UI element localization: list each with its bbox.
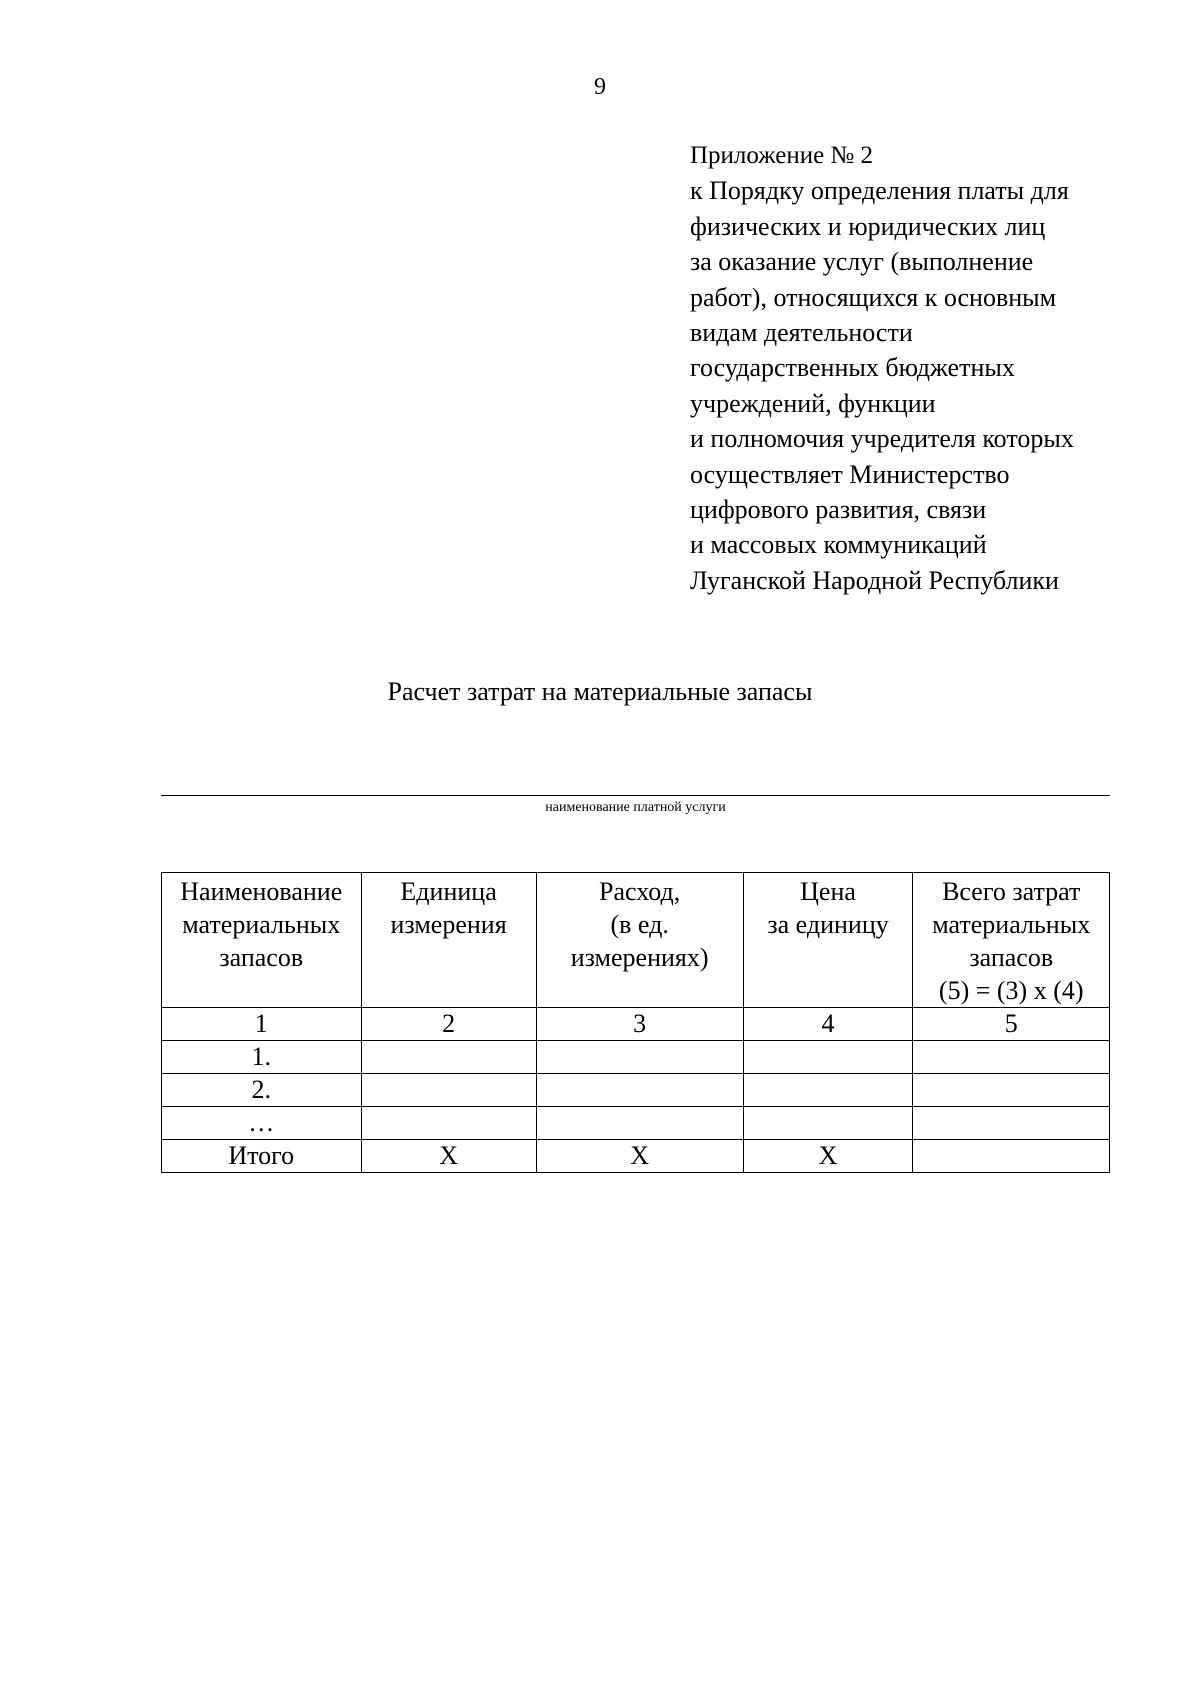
table-cell — [913, 1041, 1110, 1074]
table-cell — [536, 1074, 743, 1107]
table-row — [162, 1107, 1110, 1140]
appendix-line: цифрового развития, связи — [690, 495, 987, 525]
header-line: запасов — [219, 943, 304, 972]
appendix-line: и массовых коммуникаций — [690, 530, 987, 560]
appendix-line: и полномочия учредителя которых — [690, 424, 1074, 454]
table-cell — [361, 1107, 536, 1140]
table-header-row — [162, 873, 1110, 1008]
header-line: Расход, — [599, 877, 681, 906]
header-line: запасов — [969, 943, 1054, 972]
header-line: измерения — [390, 910, 507, 939]
table-cell — [361, 1074, 536, 1107]
header-cell-material-name — [162, 873, 362, 1008]
table-cell: Х — [361, 1140, 536, 1173]
appendix-line: к Порядку определения платы для — [690, 176, 1069, 206]
table-cell: Итого — [162, 1140, 362, 1173]
appendix-block — [690, 138, 1160, 598]
table-cell: … — [162, 1107, 362, 1140]
header-line: Цена — [800, 877, 856, 906]
table-cell: 1. — [162, 1041, 362, 1074]
table-cell: Х — [743, 1140, 913, 1173]
header-line: (5) = (3) x (4) — [938, 976, 1084, 1005]
service-name-caption: наименование платной услуги — [545, 800, 726, 815]
header-cell-consumption — [536, 873, 743, 1008]
table-row-total — [162, 1140, 1110, 1173]
table-cell — [536, 1107, 743, 1140]
table-cell — [913, 1107, 1110, 1140]
header-line: Наименование — [180, 877, 343, 906]
header-line: (в ед. — [610, 910, 669, 939]
table-cell — [743, 1041, 913, 1074]
appendix-line: работ), относящихся к основным — [690, 282, 1057, 312]
header-cell-unit — [361, 873, 536, 1008]
table-cell — [743, 1107, 913, 1140]
document-title: Расчет затрат на материальные запасы — [387, 677, 813, 706]
table-cell: 3 — [536, 1008, 743, 1041]
table-row — [162, 1074, 1110, 1107]
header-line: материальных — [932, 910, 1091, 939]
table-cell — [536, 1041, 743, 1074]
appendix-title: Приложение № 2 — [690, 142, 874, 169]
header-cell-total-cost — [913, 873, 1110, 1008]
header-line: измерениях) — [570, 943, 709, 972]
table-cell: 5 — [913, 1008, 1110, 1041]
table-cell: 2. — [162, 1074, 362, 1107]
appendix-line: физических и юридических лиц — [690, 211, 1046, 241]
header-cell-unit-price — [743, 873, 913, 1008]
header-line: Всего затрат — [942, 877, 1081, 906]
header-line: Единица — [400, 877, 497, 906]
appendix-line: государственных бюджетных — [690, 353, 1015, 383]
table-row — [162, 1041, 1110, 1074]
appendix-line: осуществляет Министерство — [690, 459, 1010, 489]
table-cell: Х — [536, 1140, 743, 1173]
appendix-line: учреждений, функции — [690, 388, 936, 418]
header-line: за единицу — [767, 910, 889, 939]
table-cell — [913, 1074, 1110, 1107]
table-cell — [913, 1140, 1110, 1173]
table-cell: 1 — [162, 1008, 362, 1041]
table-cell: 4 — [743, 1008, 913, 1041]
service-name-line — [161, 795, 1110, 796]
appendix-line: Луганской Народной Республики — [690, 565, 1059, 595]
header-line: материальных — [182, 910, 341, 939]
table-cell — [743, 1074, 913, 1107]
table-cell: 2 — [361, 1008, 536, 1041]
appendix-line: видам деятельности — [690, 318, 913, 348]
table-row-column-numbers — [162, 1008, 1110, 1041]
appendix-line: за оказание услуг (выполнение — [690, 247, 1034, 277]
page-number: 9 — [594, 74, 606, 100]
table-cell — [361, 1041, 536, 1074]
costs-table — [161, 872, 1110, 1173]
